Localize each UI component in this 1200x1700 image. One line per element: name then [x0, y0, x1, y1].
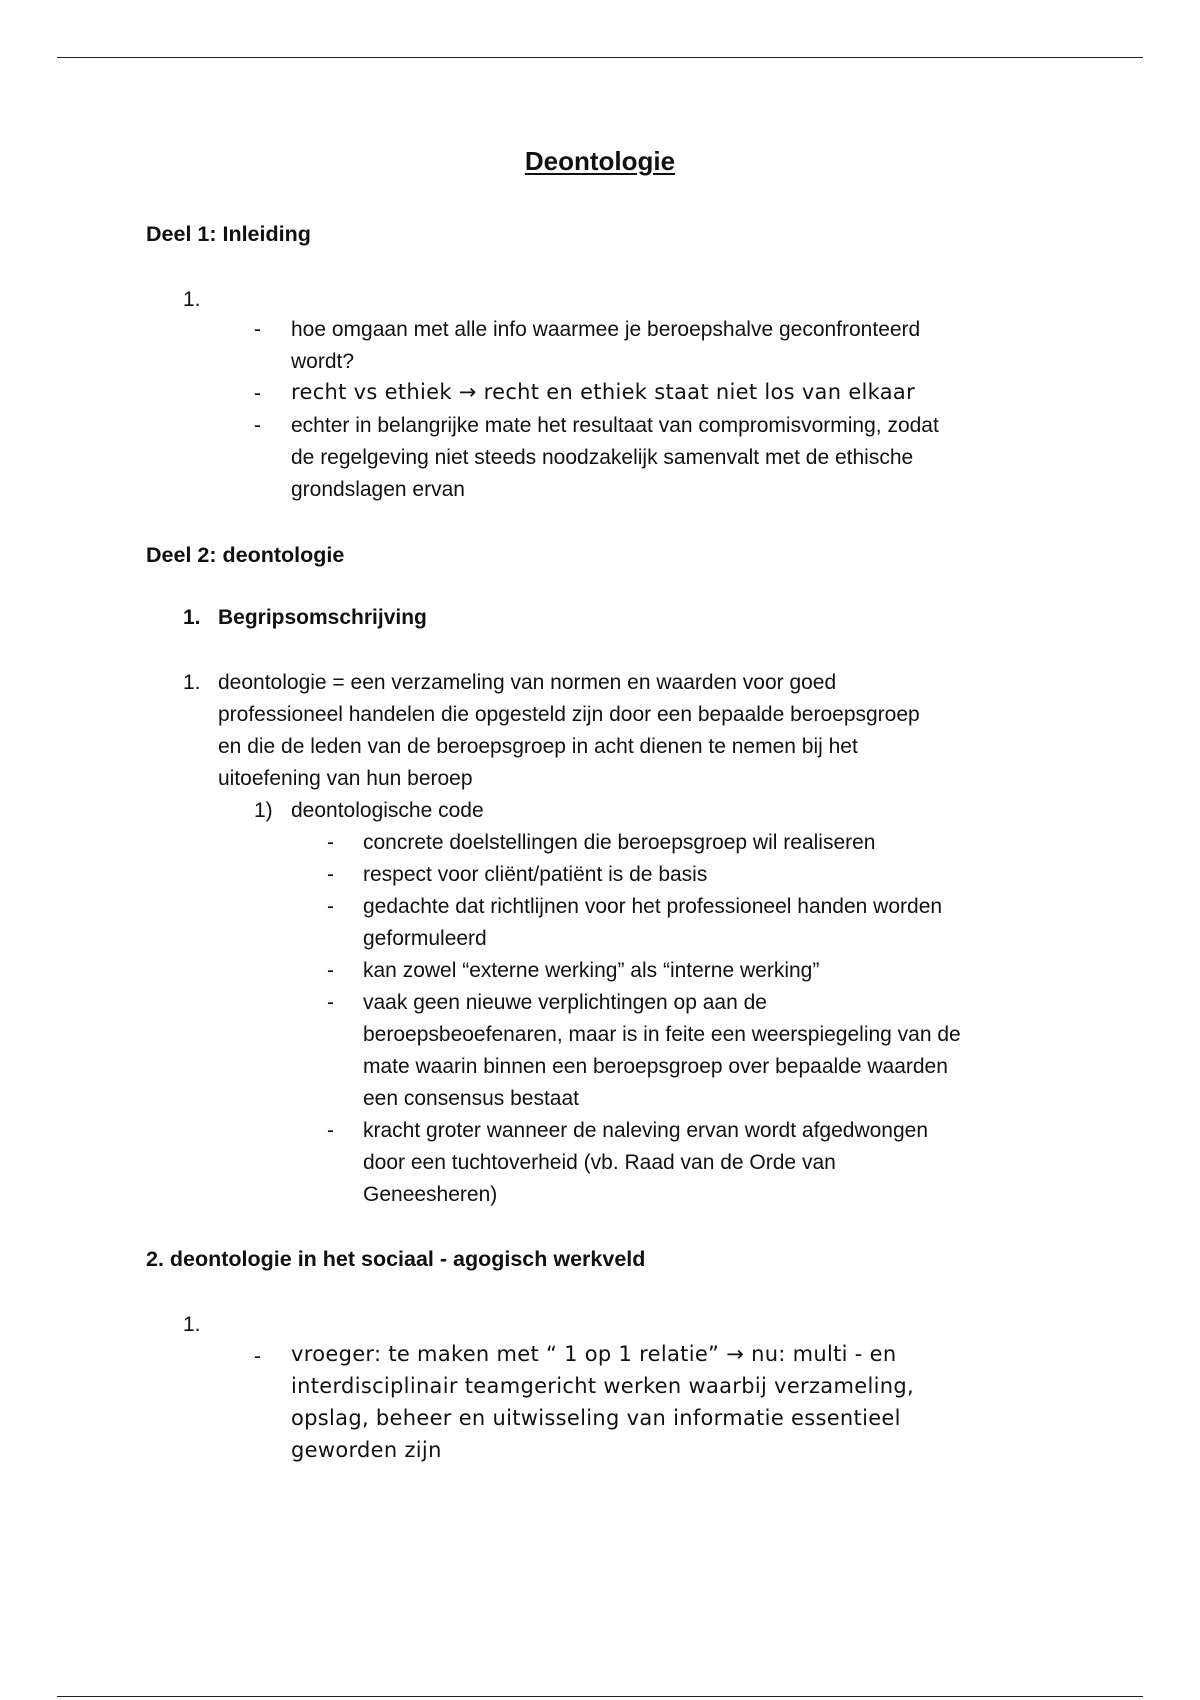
list-item-line: geworden zijn [291, 1438, 442, 1462]
sub-number: 1) [254, 799, 273, 822]
list-item-line: opslag, beheer en uitwisseling van informatie essentieel [291, 1406, 901, 1430]
bullet-marker: - [327, 831, 334, 854]
item-line: deontologie = een verzameling van normen en waarden voor goed [218, 671, 837, 694]
list-item-line: door een tuchtoverheid (vb. Raad van de Orde van [363, 1151, 836, 1174]
list-item-line: kan zowel “externe werking” als “interne werking” [363, 959, 820, 982]
bullet-marker: - [327, 959, 334, 982]
item-line: professioneel handelen die opgesteld zijn door een bepaalde beroepsgroep [218, 703, 920, 726]
list-item-line: kracht groter wanneer de naleving ervan wordt afgedwongen [363, 1119, 929, 1142]
item-line: uitoefening van hun beroep [218, 767, 473, 790]
list-item-line: hoe omgaan met alle info waarmee je beroepshalve geconfronteerd [291, 318, 921, 341]
bullet-marker: - [327, 863, 334, 886]
list-item-line: recht vs ethiek → recht en ethiek staat niet los van elkaar [291, 380, 916, 404]
deel2-heading: Deel 2: deontologie [146, 543, 345, 567]
section1-heading: Begripsomschrijving [218, 606, 427, 629]
bullet-marker: - [254, 1345, 261, 1368]
list-item-line: geformuleerd [363, 927, 487, 950]
item-number: 1. [183, 671, 201, 694]
list-item-line: beroepsbeoefenaren, maar is in feite een weerspiegeling van de [363, 1023, 961, 1046]
bullet-marker: - [327, 895, 334, 918]
list-item-line: interdisciplinair teamgericht werken waarbij verzameling, [291, 1374, 914, 1398]
list-item-line: vaak geen nieuwe verplichtingen op aan de [363, 991, 767, 1014]
item-line: en die de leden van de beroepsgroep in acht dienen te nemen bij het [218, 735, 858, 758]
sub-label: deontologische code [291, 799, 484, 822]
bullet-marker: - [254, 318, 261, 341]
bottom-rule [57, 1696, 1143, 1697]
list-item-line: vroeger: te maken met “ 1 op 1 relatie” → nu: multi - en [291, 1342, 897, 1366]
bullet-marker: - [254, 414, 261, 437]
bullet-marker: - [327, 1119, 334, 1142]
bullet-marker: - [254, 382, 261, 405]
list-item-line: echter in belangrijke mate het resultaat van compromisvorming, zodat [291, 414, 939, 437]
list-item-line: gedachte dat richtlijnen voor het professioneel handen worden [363, 895, 943, 918]
section1-number: 1. [183, 606, 201, 629]
list-item-line: wordt? [291, 350, 355, 373]
section2-heading: 2. deontologie in het sociaal - agogisch werkveld [146, 1247, 646, 1271]
list-item-line: Geneesheren) [363, 1183, 498, 1206]
list-item-line: grondslagen ervan [291, 478, 465, 501]
list-item-line: mate waarin binnen een beroepsgroep over bepaalde waarden [363, 1055, 948, 1078]
bullet-marker: - [327, 991, 334, 1014]
deel1-number: 1. [183, 288, 201, 311]
document-title: Deontologie [524, 146, 676, 176]
list-item-line: respect voor cliënt/patiënt is de basis [363, 863, 708, 886]
list-item-line: de regelgeving niet steeds noodzakelijk samenvalt met de ethische [291, 446, 914, 469]
deel1-heading: Deel 1: Inleiding [146, 222, 311, 246]
section2-number: 1. [183, 1313, 201, 1336]
list-item-line: concrete doelstellingen die beroepsgroep wil realiseren [363, 831, 876, 854]
top-rule [57, 57, 1143, 58]
list-item-line: een consensus bestaat [363, 1087, 579, 1110]
